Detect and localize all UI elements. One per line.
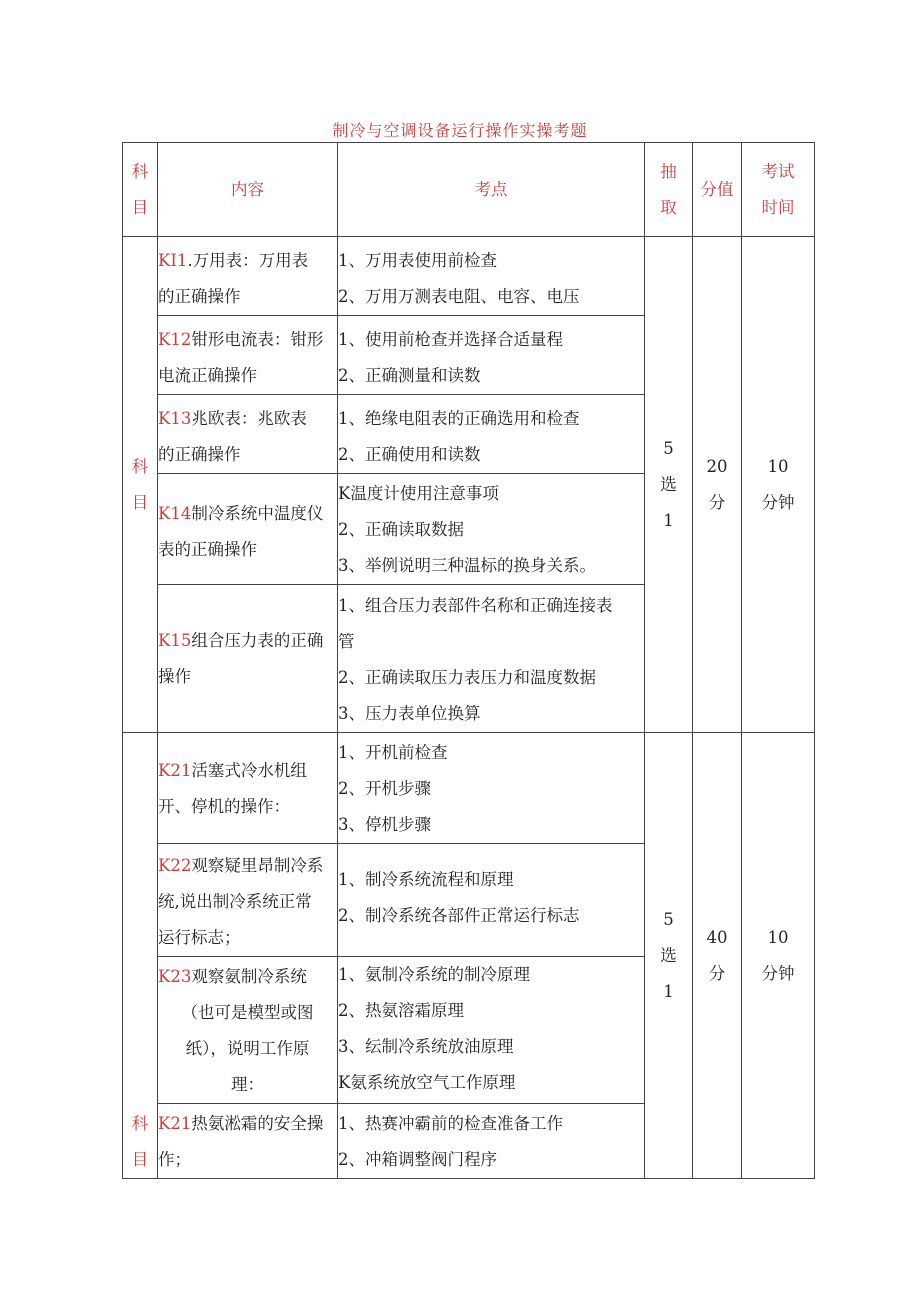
- section1-row2-points: 1、使用前枪查并选择合适量程 2、正确测量和读数: [338, 316, 645, 395]
- exam-table: [122, 142, 815, 1179]
- section1-score: 20 分: [693, 237, 742, 733]
- section1-row5-content: K15组合压力表的正确 操作: [158, 585, 338, 733]
- section1-row2-content: K12钳形电流表：钳形 电流正确操作: [158, 316, 338, 395]
- section2-row3-content: K23观察氨制冷系统 （也可是模型或图 纸），说明工作原 理：: [158, 957, 338, 1104]
- section1-draw: 5 选 1: [645, 237, 693, 733]
- section2-draw: 5 选 1: [645, 733, 693, 1179]
- section1-row4-points: K温度计使用注意事项 2、正确读取数据 3、举例说明三种温标的换身关系。: [338, 474, 645, 585]
- section1-row1-content: KI1.万用表：万用表 的正确操作: [158, 237, 338, 316]
- header-subject: 科 目: [123, 143, 158, 237]
- page-title: 制冷与空调设备运行操作实操考题: [332, 121, 588, 140]
- section1-time: 10 分钟: [742, 237, 815, 733]
- header-score: 分值: [693, 143, 742, 237]
- header-points: 考点: [338, 143, 645, 237]
- table-row: [123, 237, 815, 316]
- section2-row1-points: 1、开机前检查 2、开机步骤 3、停机步骤: [338, 733, 645, 844]
- section2-row1-content: K21活塞式冷水机组 开、停机的操作：: [158, 733, 338, 844]
- section1-subject: 科 目: [123, 237, 158, 733]
- table-row: [123, 733, 815, 844]
- section2-row4-points: 1、热赛冲霸前的检查准备工作 2、冲箱调整阀门程序: [338, 1104, 645, 1179]
- table-header-row: [123, 143, 815, 237]
- section2-row2-points: 1、制冷系统流程和原理 2、制冷系统各部件正常运行标志: [338, 844, 645, 957]
- section1-row3-points: 1、绝缘电阻表的正确选用和检查 2、正确使用和读数: [338, 395, 645, 474]
- section1-row1-points: 1、万用表使用前检查 2、万用万测表电阻、电容、电压: [338, 237, 645, 316]
- section2-subject: 科 目: [123, 733, 158, 1179]
- section2-row3-points: 1、氨制冷系统的制冷原理 2、热氨溶霜原理 3、纭制冷系统放油原理 K氨系统放空气工作原理: [338, 957, 645, 1104]
- header-draw: 抽 取: [645, 143, 693, 237]
- section2-time: 10 分钟: [742, 733, 815, 1179]
- section1-row5-points: 1、组合压力表部件名称和正确连接表 管 2、正确读取压力表压力和温度数据 3、压力表单位换算: [338, 585, 645, 733]
- section1-row3-content: K13兆欧表：兆欧表 的正确操作: [158, 395, 338, 474]
- section2-score: 40 分: [693, 733, 742, 1179]
- section2-row4-content: K21热氨淞霜的安全操 作；: [158, 1104, 338, 1179]
- header-time: 考试 时间: [742, 143, 815, 237]
- header-content: 内容: [158, 143, 338, 237]
- section1-row4-content: K14制冷系统中温度仪 表的正确操作: [158, 474, 338, 585]
- section2-row2-content: K22观察疑里昂制冷系 统,说出制冷系统正常 运行标志；: [158, 844, 338, 957]
